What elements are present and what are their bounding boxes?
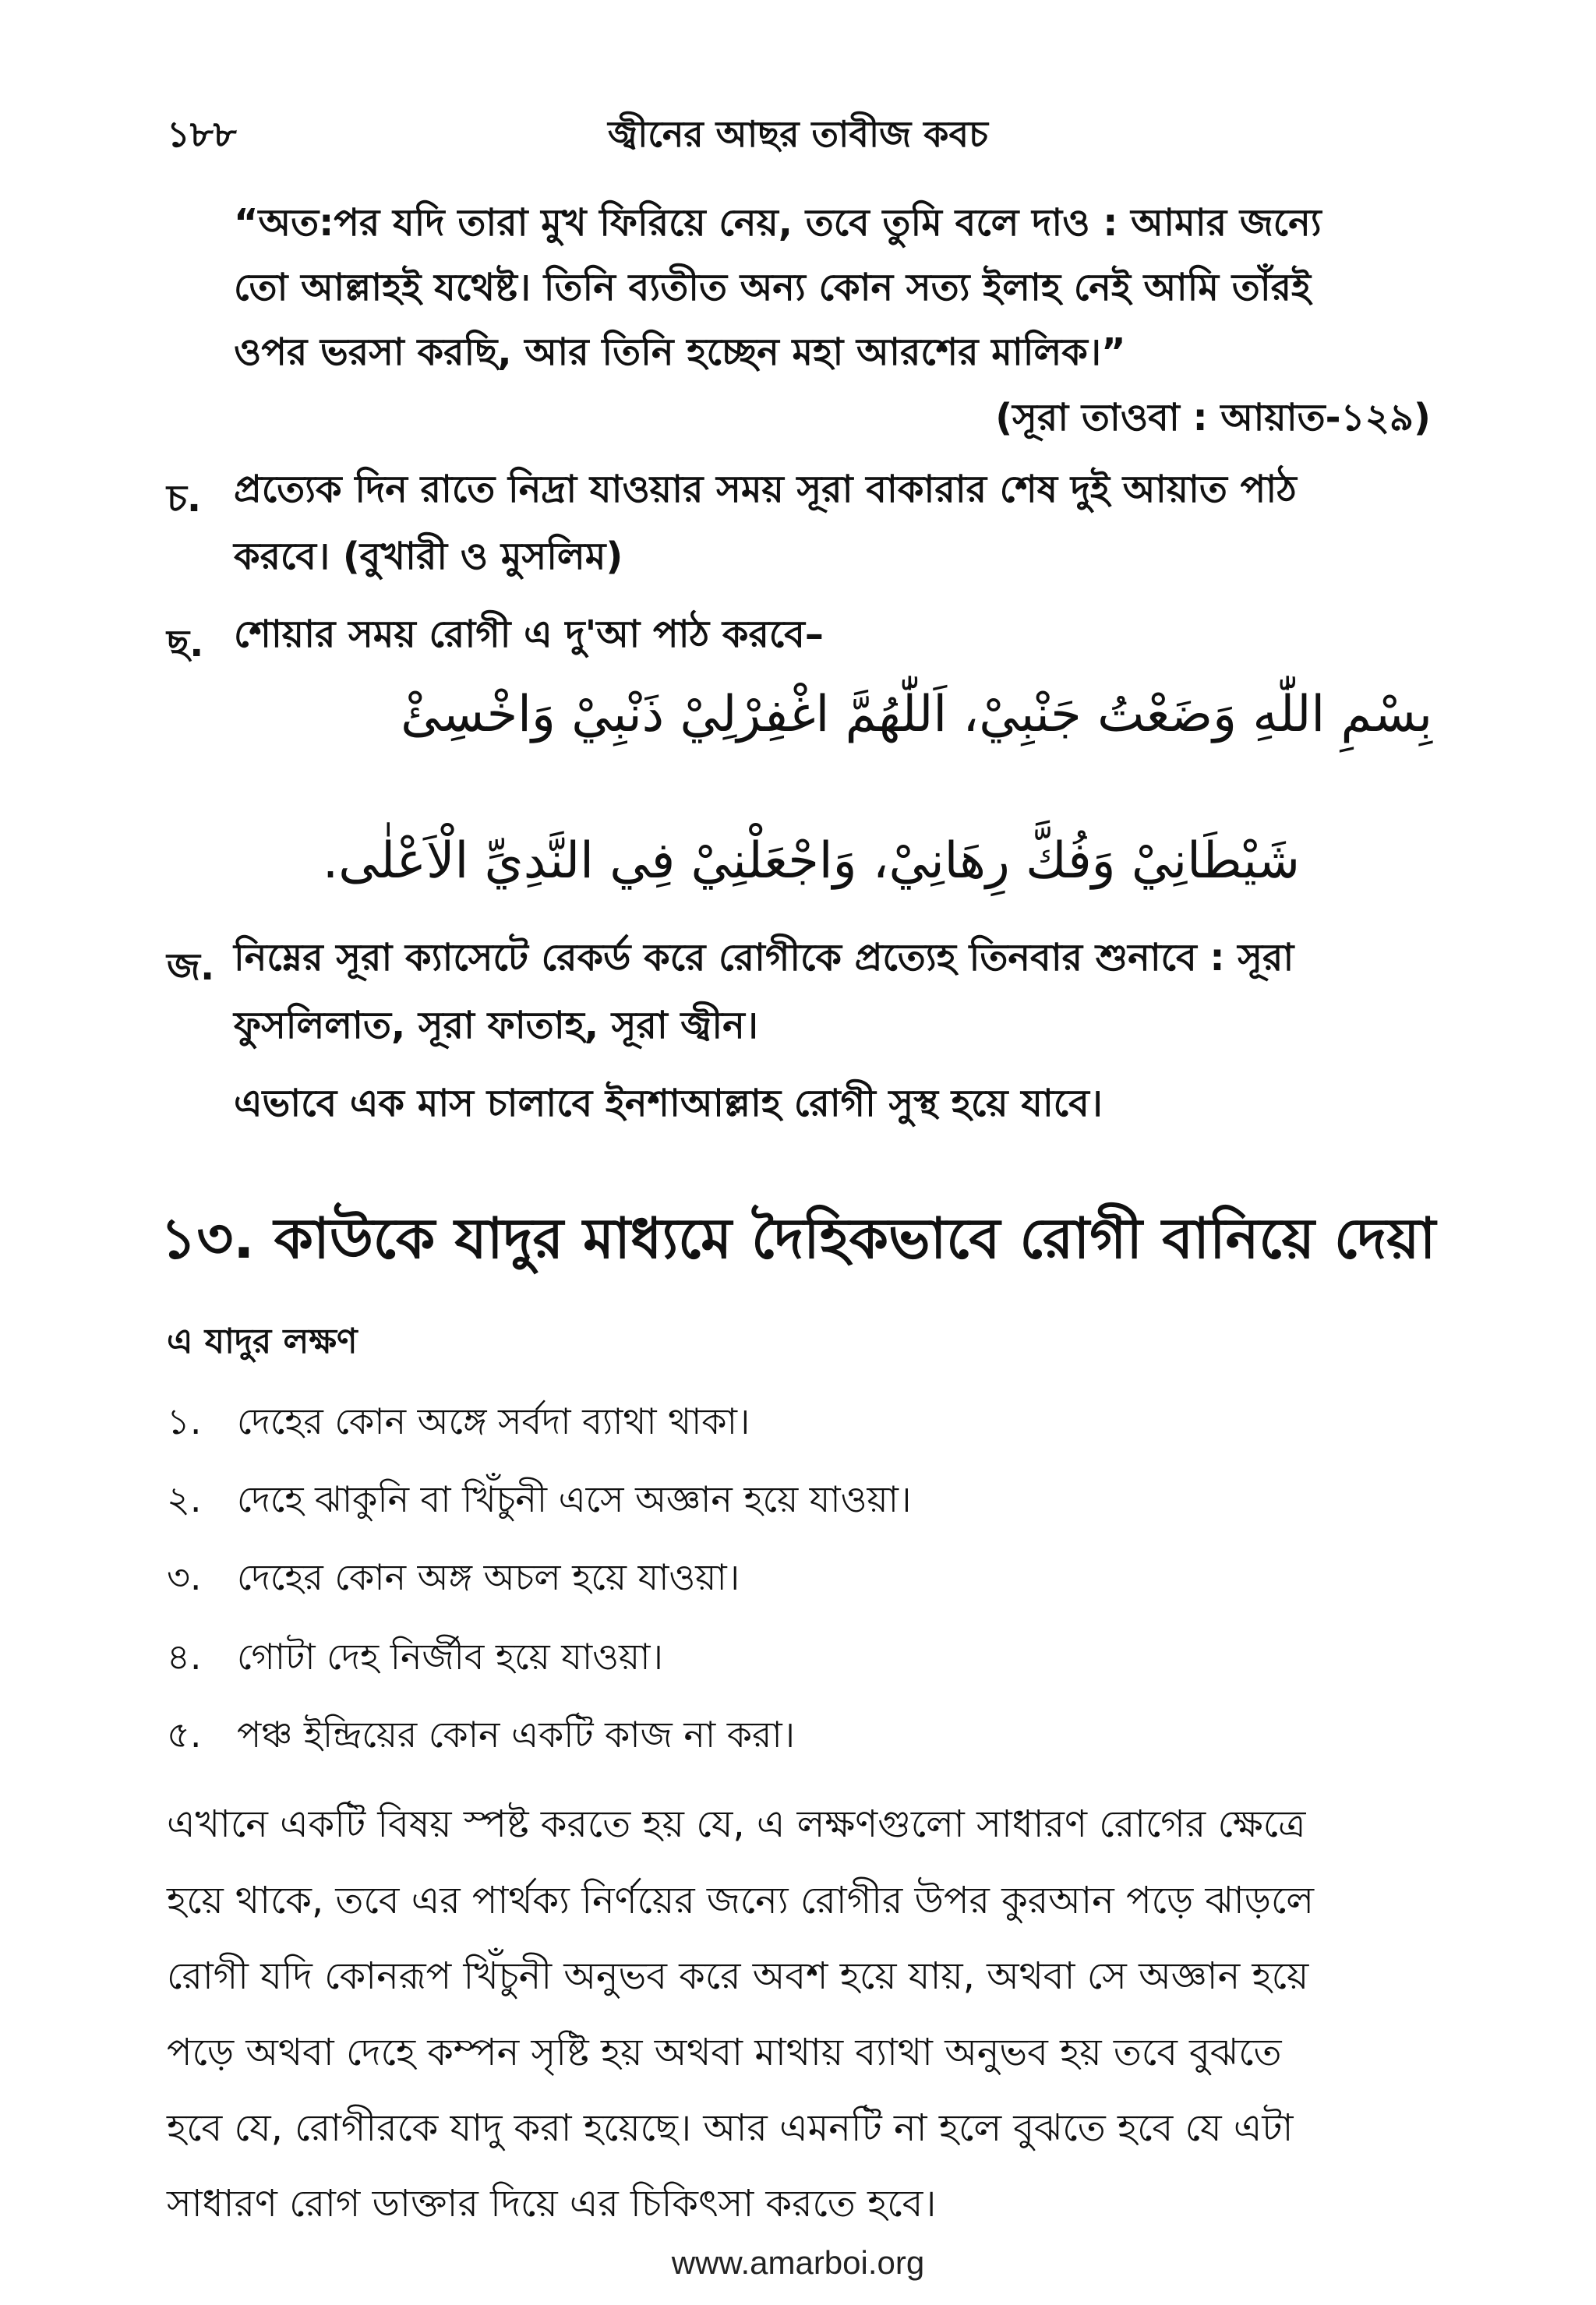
paragraph-line-4: পড়ে অথবা দেহে কম্পন সৃষ্টি হয় অথবা মাথায় ব্যাথা অনুভব হয় তবে বুঝতে [167,2031,1282,2074]
item-marker-cha: চ. [167,477,202,521]
running-header-title: জ্বীনের আছর তাবীজ কবচ [608,113,988,155]
paragraph-line-2: হয়ে থাকে, তবে এর পার্থক্য নির্ণয়ের জন্যে রোগীর উপর কুরআন পড়ে ঝাড়লে [167,1879,1315,1922]
footer-url[interactable]: www.amarboi.org [671,2244,925,2281]
arabic-dua-line-2: شَيْطَانِيْ وَفُكَّ رِهَانِيْ، وَاجْعَلْنِيْ فِي النَّدِيِّ الْاَعْلٰى. [322,832,1300,890]
symptom-text-4: গোটা দেহ নির্জীব হয়ে যাওয়া। [237,1636,663,1678]
symptom-text-1: দেহের কোন অঙ্গে সর্বদা ব্যাথা থাকা। [237,1400,750,1442]
section-subheading: এ যাদুর লক্ষণ [167,1322,358,1361]
symptom-number-3: ৩. [167,1556,202,1598]
closing-line: এভাবে এক মাস চালাবে ইনশাআল্লাহ রোগী সুস্থ হয়ে যাবে। [234,1082,1103,1125]
item-cha-line-1: প্রত্যেক দিন রাতে নিদ্রা যাওয়ার সময় সূরা বাকারার শেষ দুই আয়াত পাঠ [234,468,1297,511]
paragraph-line-1: এখানে একটি বিষয় স্পষ্ট করতে হয় যে, এ লক্ষণগুলো সাধারণ রোগের ক্ষেত্রে [167,1802,1306,1846]
paragraph-line-6: সাধারণ রোগ ডাক্তার দিয়ে এর চিকিৎসা করতে হবে। [167,2182,937,2226]
symptom-text-2: দেহে ঝাকুনি বা খিঁচুনী এসে অজ্ঞান হয়ে যাওয়া। [237,1478,912,1520]
item-cha-line-2: করবে। (বুখারী ও মুসলিম) [234,535,623,578]
item-ja-line-1: নিম্নের সূরা ক্যাসেটে রেকর্ড করে রোগীকে প্রত্যেহ তিনবার শুনাবে : সূরা [234,936,1294,980]
symptom-number-2: ২. [167,1478,202,1520]
symptom-number-5: ৫. [167,1714,202,1756]
quote-line-1: “অত:পর যদি তারা মুখ ফিরিয়ে নেয়, তবে তুমি বলে দাও : আমার জন্যে [234,201,1322,245]
item-marker-ja: জ. [167,945,215,989]
item-ja-line-2: ফুসলিলাত, সূরা ফাতাহ, সূরা জ্বীন। [234,1004,758,1047]
section-heading: ১৩. কাউকে যাদুর মাধ্যমে দৈহিকভাবে রোগী বানিয়ে দেয়া [160,1205,1436,1271]
quote-line-3: ওপর ভরসা করছি, আর তিনি হচ্ছেন মহা আরশের মালিক।” [234,330,1126,374]
paragraph-line-5: হবে যে, রোগীরকে যাদু করা হয়েছে। আর এমনটি না হলে বুঝতে হবে যে এটা [167,2106,1294,2150]
symptom-number-4: ৪. [167,1636,202,1678]
quote-reference: (সূরা তাওবা : আয়াত-১২৯) [995,396,1431,439]
quote-line-2: তো আল্লাহই যথেষ্ট। তিনি ব্যতীত অন্য কোন সত্য ইলাহ নেই আমি তাঁরই [234,266,1312,309]
symptom-number-1: ১. [167,1400,202,1442]
item-chha-line-1: শোয়ার সময় রোগী এ দু'আ পাঠ করবে– [234,612,824,656]
page-number: ১৮৮ [167,113,237,155]
symptom-text-3: দেহের কোন অঙ্গ অচল হয়ে যাওয়া। [237,1556,740,1598]
symptom-text-5: পঞ্চ ইন্দ্রিয়ের কোন একটি কাজ না করা। [237,1714,796,1756]
paragraph-line-3: রোগী যদি কোনরূপ খিঁচুনী অনুভব করে অবশ হয়ে যায়, অথবা সে অজ্ঞান হয়ে [167,1954,1309,1998]
item-marker-chha: ছ. [167,622,204,665]
arabic-dua-line-1: بِسْمِ اللّٰهِ وَضَعْتُ جَنْبِيْ، اَللّٰهُمَّ اغْفِرْلِيْ ذَنْبِيْ وَاخْسِئْ [401,686,1432,743]
